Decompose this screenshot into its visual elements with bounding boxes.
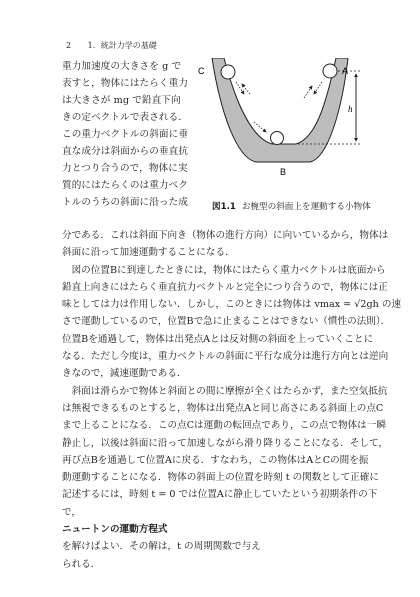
caption-number: 図1.1 — [212, 202, 236, 212]
text-line: トルのうちの斜面に沿った成 — [62, 197, 189, 208]
text-line: 図の位置Bに到達したときには，物体にはたらく重力ベクトルは底面から — [62, 264, 386, 276]
text-line-bold-term — [62, 504, 362, 556]
text-line: 記述するには，時刻 t = 0 では位置Aに静止していたという初期条件の下 — [62, 489, 378, 501]
text-line: 味としては力は作用しない．しかし，このときには物体は vmax = √2gh の速 — [62, 299, 402, 311]
caption-text: お椀型の斜面上を運動する小物体 — [241, 202, 371, 212]
text-line: は大きさが mg で鉛直下向 — [62, 95, 181, 106]
page-number: 2 — [66, 41, 72, 50]
ball-a — [323, 64, 337, 78]
text-line: なる．ただし今度は，重力ベクトルの斜面に平行な成分は進行方向とは逆向 — [62, 351, 389, 363]
label-h: h — [348, 104, 353, 114]
text-line: 力とつり合うので，物体に実 — [62, 163, 188, 174]
text-line: 斜面は滑らかで物体と斜面との間に摩擦が全くはたらかず，また空気抵抗 — [62, 385, 388, 397]
text-line: られる． — [62, 558, 101, 570]
text-line: まで上ることになる．この点Cは運動の転回点であり，この点で物体は一瞬 — [62, 420, 386, 432]
text-line: は無視できるものとすると，物体は出発点Aと同じ高さにある斜面上の点C — [62, 402, 384, 414]
running-header — [66, 40, 157, 51]
text-line: この重力ベクトルの斜面に垂 — [62, 129, 189, 140]
text-line: 静止し，以後は斜面に沿って加速しながら滑り降りることになる．そして， — [62, 437, 388, 449]
text-line: 直な成分は斜面からの垂直抗 — [62, 146, 189, 157]
label-c: C — [198, 66, 205, 76]
ball-c — [221, 65, 235, 79]
text-line: 位置Bを通過して，物体は出発点Aとは反対側の斜面を上っていくことに — [62, 333, 374, 345]
text-line: 重力加速度の大きさを g で — [62, 61, 182, 72]
text-line: 動運動することになる．物体の斜面上の位置を時刻 t の関数として正確に — [62, 472, 379, 484]
ball-b — [271, 132, 284, 145]
text-line: 表すと，物体にはたらく重力 — [62, 78, 189, 89]
label-b: B — [280, 167, 287, 177]
label-a: A — [342, 66, 349, 76]
bold-term: ニュートンの運動方程式 — [62, 524, 168, 536]
text-fragment: を解けばよい．その解は，t の周期関数で与え — [62, 541, 261, 553]
text-fragment: で， — [62, 506, 81, 518]
wrapped-paragraph — [62, 58, 194, 211]
text-line: きなので，減速運動である． — [62, 368, 187, 380]
text-line: 分である．これは斜面下向き（物体の進行方向）に向いているから，物体は — [62, 230, 389, 241]
figure-caption — [212, 200, 371, 212]
text-line: 再び点Bを通過して位置Aに戻る．すなわち，この物体はAとCの間を振 — [62, 454, 369, 466]
chapter-title: 1．統計力学の基礎 — [87, 41, 157, 50]
main-paragraphs — [62, 227, 402, 573]
text-line: さで運動しているので，位置Bで急に止まることはできない（慣性の法則）． — [62, 316, 391, 328]
text-line: きの定ベクトルで表される． — [62, 112, 189, 123]
text-line: 鉛直上向きにはたらく垂直抗力ベクトルと完全につり合うので，物体には正 — [62, 281, 388, 293]
bowl-figure — [198, 58, 370, 198]
text-line: 質的にはたらくのは重力ベク — [62, 180, 189, 191]
text-line: 斜面に沿って加速運動することになる． — [62, 247, 235, 259]
bowl-diagram — [198, 58, 370, 198]
